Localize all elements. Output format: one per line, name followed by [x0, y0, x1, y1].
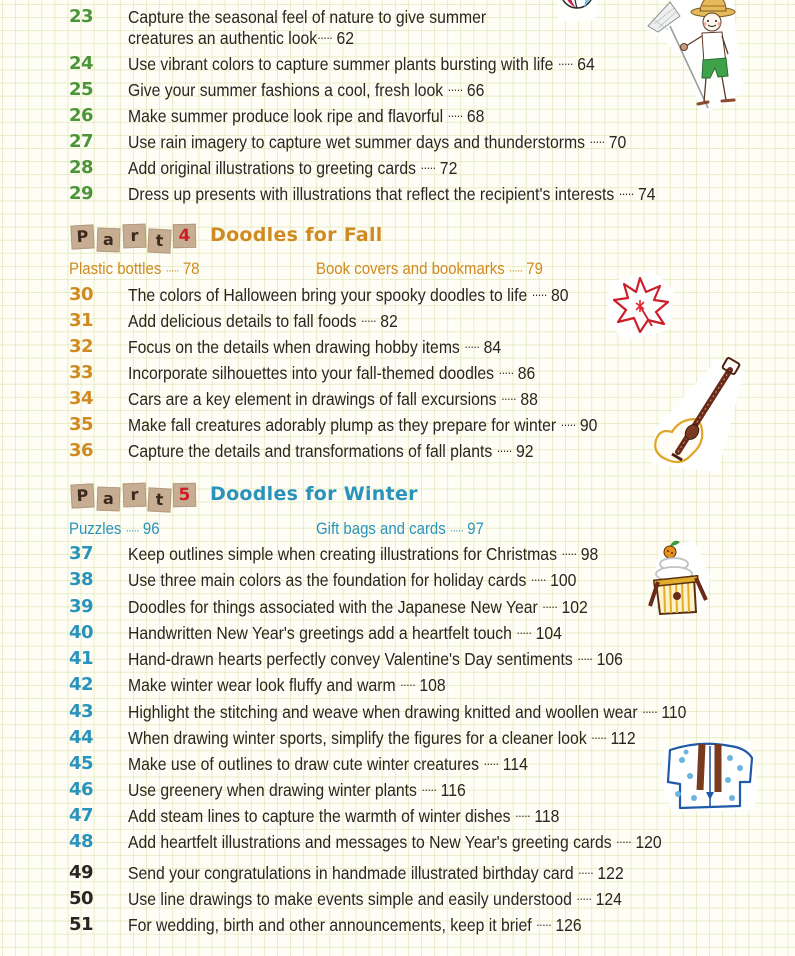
leader-dots: ·····	[464, 339, 480, 354]
entry-title-text: Handwritten New Year's greetings add a heartfelt touch	[128, 623, 512, 643]
extra-page: 96	[142, 519, 160, 538]
beach-ball-icon	[552, 0, 602, 24]
entry-title-text: Make summer produce look ripe and flavorful	[128, 106, 444, 126]
extra-entry-puzzles[interactable]	[69, 518, 160, 540]
entry-number: 28	[69, 157, 94, 178]
entry-number: 27	[69, 131, 94, 152]
entry-title-continued	[128, 27, 354, 49]
entry-title-text: Add delicious details to fall foods	[128, 311, 357, 331]
entry-title	[128, 79, 484, 101]
entry-title-text: Add steam lines to capture the warmth of winter dishes	[128, 806, 511, 826]
entry-page: 120	[635, 832, 662, 852]
entry-title-text: Use vibrant colors to capture summer plants bursting with life	[128, 54, 554, 74]
entry-title-text: Doodles for things associated with the Japanese New Year	[128, 597, 538, 617]
entry-title	[128, 862, 624, 884]
extra-page: 78	[182, 259, 200, 278]
entry-number: 24	[69, 53, 94, 74]
entry-page: 62	[336, 28, 355, 48]
toc-entry-48[interactable]	[0, 831, 795, 857]
leader-dots: ·····	[516, 625, 532, 640]
part-badge-letter: a	[97, 487, 121, 512]
toc-entry-41[interactable]	[0, 648, 795, 674]
toc-entry-42[interactable]	[0, 674, 795, 700]
part-badge-letter: r	[123, 483, 147, 508]
leader-dots: ·····	[641, 704, 657, 719]
entry-page: 124	[595, 889, 622, 909]
entry-number: 43	[69, 701, 94, 722]
part-badge-number: 4	[173, 224, 196, 248]
leader-dots: ·····	[360, 313, 376, 328]
leader-dots: ·····	[449, 523, 464, 537]
entry-page: 102	[561, 597, 588, 617]
entry-title-text: Use greenery when drawing winter plants	[128, 780, 417, 800]
entry-title-text: Highlight the stitching and weave when drawing knitted and woollen wear	[128, 702, 638, 722]
toc-entry-43[interactable]	[0, 701, 795, 727]
entry-title	[128, 753, 528, 775]
entry-page: 100	[550, 570, 577, 590]
hanten-jacket-icon	[660, 738, 760, 814]
entry-number: 48	[69, 831, 94, 852]
part-badge-letter: t	[147, 228, 171, 253]
entry-title	[128, 888, 622, 910]
extra-entry-gift-bags[interactable]	[316, 518, 484, 540]
entry-title	[128, 914, 582, 936]
entry-title-text: Make winter wear look fluffy and warm	[128, 675, 396, 695]
entry-page: 90	[579, 415, 598, 435]
part-badge-letter: P	[70, 224, 94, 249]
extra-label: Puzzles	[69, 519, 122, 538]
entry-page: 110	[661, 702, 687, 722]
entry-title	[128, 157, 457, 179]
entry-title-text: Send your congratulations in handmade illustrated birthday card	[128, 863, 574, 883]
entry-page: 74	[637, 184, 656, 204]
entry-title	[128, 622, 562, 644]
entry-title-text: Use three main colors as the foundation for holiday cards	[128, 570, 527, 590]
part-4-heading[interactable]	[71, 224, 671, 252]
entry-number: 44	[69, 727, 94, 748]
entry-page: 88	[520, 389, 538, 409]
entry-title	[128, 805, 559, 827]
entry-number: 32	[69, 336, 94, 357]
part-badge-letter: t	[147, 487, 171, 512]
entry-number: 26	[69, 105, 94, 126]
entry-number: 36	[69, 440, 94, 461]
entry-title	[128, 440, 533, 462]
entry-number: 29	[69, 183, 94, 204]
leader-dots: ·····	[496, 443, 512, 458]
entry-page: 92	[515, 441, 534, 461]
entry-page: 118	[534, 806, 560, 826]
leader-dots: ·····	[578, 865, 594, 880]
entry-page: 64	[577, 54, 595, 74]
leader-dots: ·····	[618, 186, 634, 201]
entry-title	[128, 648, 623, 670]
entry-title-text: Keep outlines simple when creating illustrations for Christmas	[128, 544, 557, 564]
entry-page: 72	[439, 158, 458, 178]
entry-title-text: Use rain imagery to capture wet summer days and thunderstorms	[128, 132, 585, 152]
toc-entry-27[interactable]	[0, 131, 795, 157]
entry-number: 47	[69, 805, 94, 826]
entry-number: 46	[69, 779, 94, 800]
entry-title-text: Use line drawings to make events simple and easily understood	[128, 889, 572, 909]
entry-number: 23	[69, 6, 94, 27]
leader-dots: ·····	[542, 599, 558, 614]
leader-dots: ·····	[483, 756, 499, 771]
extra-label: Plastic bottles	[69, 259, 162, 278]
entry-title-text: For wedding, birth and other announcements, keep it brief	[128, 915, 532, 935]
entry-number: 40	[69, 622, 94, 643]
entry-title-text: Cars are a key element in drawings of fall excursions	[128, 389, 497, 409]
leader-dots: ·····	[589, 134, 605, 149]
extra-entry-book-covers[interactable]	[316, 258, 543, 280]
entry-number: 42	[69, 674, 94, 695]
entry-page: 112	[610, 728, 636, 748]
leader-dots: ·····	[508, 263, 523, 277]
entry-title	[128, 779, 466, 801]
leader-dots: ·····	[616, 834, 632, 849]
entry-title	[128, 569, 576, 591]
entry-title	[128, 701, 686, 723]
entry-title	[128, 596, 588, 618]
entry-title	[128, 674, 446, 696]
entry-page: 84	[483, 337, 502, 357]
entry-title: Capture the seasonal feel of nature to give summer	[128, 7, 487, 27]
entry-page: 104	[535, 623, 562, 643]
entry-title-text: creatures an authentic look	[128, 28, 318, 48]
entry-title	[128, 362, 535, 384]
entry-page: 114	[502, 754, 528, 774]
guitar-icon	[648, 356, 748, 476]
maple-leaf-icon	[604, 270, 676, 342]
entry-title-text: Make fall creatures adorably plump as they prepare for winter	[128, 415, 557, 435]
entry-number: 37	[69, 543, 94, 564]
leader-dots: ·····	[557, 56, 573, 71]
part-5-heading[interactable]	[71, 483, 671, 511]
extra-label: Book covers and bookmarks	[316, 259, 505, 278]
entry-page: 126	[555, 915, 582, 935]
entry-title	[128, 183, 656, 205]
entry-number: 31	[69, 310, 94, 331]
entry-number: 39	[69, 596, 94, 617]
entry-page: 66	[466, 80, 485, 100]
entry-title-text: Incorporate silhouettes into your fall-themed doodles	[128, 363, 494, 383]
entry-title-text: The colors of Halloween bring your spooky doodles to life	[128, 285, 528, 305]
leader-dots: ·····	[591, 730, 607, 745]
entry-page: 70	[608, 132, 627, 152]
entry-title-text: Capture the details and transformations of fall plants	[128, 441, 493, 461]
leader-dots: ·····	[498, 365, 514, 380]
entry-number: 38	[69, 569, 94, 590]
leader-dots: ·····	[561, 546, 577, 561]
entry-title-text: Dress up presents with illustrations that reflect the recipient's interests	[128, 184, 615, 204]
entry-page: 108	[419, 675, 446, 695]
entry-number: 49	[69, 862, 94, 883]
entry-title	[128, 284, 569, 306]
leader-dots: ·····	[577, 651, 593, 666]
part-title: Doodles for Fall	[210, 224, 383, 246]
entry-title-text: Add heartfelt illustrations and messages to New Year's greeting cards	[128, 832, 612, 852]
leader-dots: ·····	[576, 891, 592, 906]
entry-number: 41	[69, 648, 94, 669]
leader-dots: ·····	[317, 30, 333, 45]
entry-number: 35	[69, 414, 94, 435]
leader-dots: ·····	[514, 808, 530, 823]
entry-title-text: Give your summer fashions a cool, fresh look	[128, 80, 444, 100]
entry-page: 86	[517, 363, 536, 383]
toc-entry-40[interactable]	[0, 622, 795, 648]
leader-dots: ·····	[500, 391, 516, 406]
part-badge-letter: a	[97, 228, 121, 253]
leader-dots: ·····	[530, 572, 546, 587]
leader-dots: ·····	[420, 160, 436, 175]
leader-dots: ·····	[531, 287, 547, 302]
entry-number: 50	[69, 888, 94, 909]
extra-page: 79	[526, 259, 543, 278]
leader-dots: ·····	[125, 523, 139, 537]
toc-entry-49[interactable]	[0, 862, 795, 888]
part-badge-number: 5	[173, 483, 196, 507]
entry-title-text: Focus on the details when drawing hobby items	[128, 337, 460, 357]
extra-page: 97	[467, 519, 484, 538]
entry-title	[128, 414, 597, 436]
entry-number: 33	[69, 362, 94, 383]
entry-page: 80	[550, 285, 569, 305]
entry-number: 25	[69, 79, 94, 100]
entry-title	[128, 831, 662, 853]
entry-number: 51	[69, 914, 94, 935]
entry-title	[128, 336, 501, 358]
entry-page: 68	[466, 106, 485, 126]
leader-dots: ·····	[536, 917, 551, 932]
entry-title	[128, 53, 595, 75]
entry-title-text: Make use of outlines to draw cute winter creatures	[128, 754, 484, 774]
leader-dots: ·····	[447, 82, 463, 97]
part-badge-letter: r	[123, 224, 147, 249]
entry-number: 34	[69, 388, 94, 409]
leader-dots: ·····	[165, 263, 179, 277]
entry-title	[128, 131, 626, 153]
entry-number: 30	[69, 284, 94, 305]
entry-page: 98	[580, 544, 599, 564]
entry-page: 122	[597, 863, 624, 883]
entry-title	[128, 105, 484, 127]
extra-entry-plastic-bottles[interactable]	[69, 258, 199, 280]
entry-title	[128, 310, 398, 332]
toc-entry-51[interactable]	[0, 914, 795, 940]
leader-dots: ·····	[421, 782, 437, 797]
entry-title	[128, 727, 636, 749]
part-badge-letter: P	[70, 483, 94, 508]
leader-dots: ·····	[560, 417, 576, 432]
leader-dots: ·····	[447, 108, 463, 123]
leader-dots: ·····	[399, 677, 415, 692]
entry-page: 116	[440, 780, 466, 800]
entry-title-text: Add original illustrations to greeting cards	[128, 158, 417, 178]
entry-title-text: When drawing winter sports, simplify the figures for a cleaner look	[128, 728, 587, 748]
entry-page: 106	[596, 649, 623, 669]
part-title: Doodles for Winter	[210, 483, 418, 505]
entry-title-text: Hand-drawn hearts perfectly convey Valentine's Day sentiments	[128, 649, 573, 669]
entry-number: 45	[69, 753, 94, 774]
entry-page: 82	[380, 311, 398, 331]
entry-title	[128, 388, 538, 410]
kagami-mochi-icon	[640, 538, 720, 620]
entry-title	[128, 543, 598, 565]
boy-with-bug-net-icon	[640, 0, 750, 121]
toc-entry-28[interactable]	[0, 157, 795, 183]
toc-entry-50[interactable]	[0, 888, 795, 914]
toc-entry-29[interactable]	[0, 183, 795, 209]
extra-label: Gift bags and cards	[316, 519, 446, 538]
